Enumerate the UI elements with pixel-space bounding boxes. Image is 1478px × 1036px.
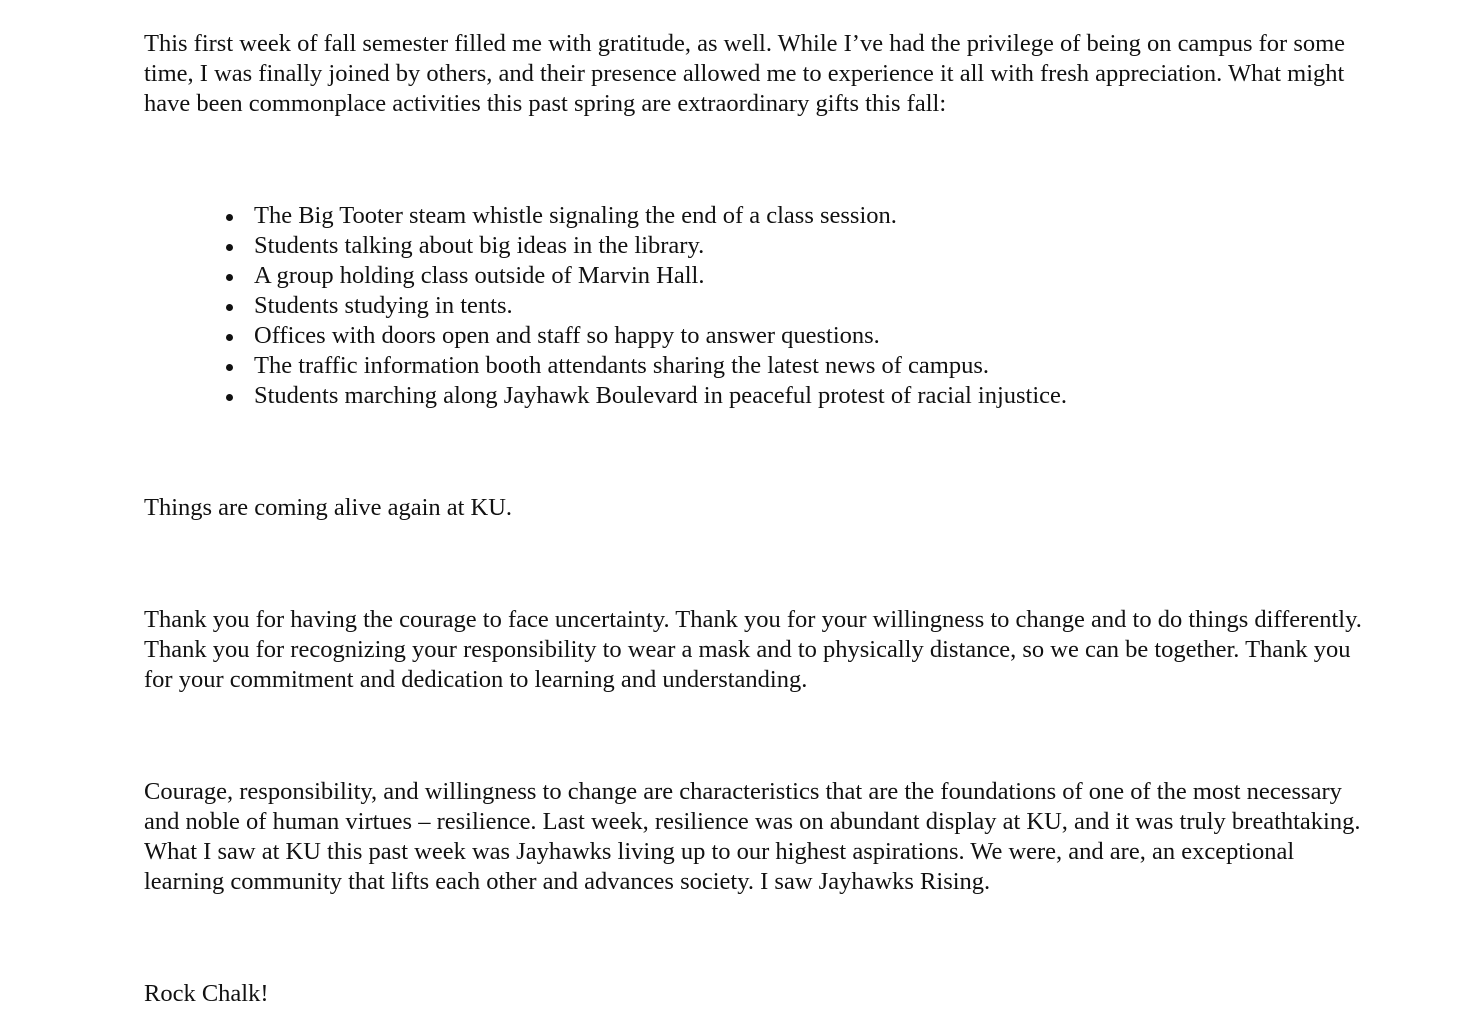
list-item: Students marching along Jayhawk Boulevard in peaceful protest of racial injustice. bbox=[254, 381, 1374, 411]
spacer bbox=[144, 119, 1374, 201]
list-item: Students talking about big ideas in the library. bbox=[254, 231, 1374, 261]
spacer bbox=[144, 897, 1374, 979]
thanks-paragraph: Thank you for having the courage to face uncertainty. Thank you for your willingness to change and to do things differently. Thank you for recognizing your responsibility to wear a mask and to physically distance, so we can be together. Thank you for your commitment and dedication to learning and understanding. bbox=[144, 606, 1362, 693]
closing-line: Rock Chalk! bbox=[144, 980, 269, 1007]
list-item: The Big Tooter steam whistle signaling the end of a class session. bbox=[254, 201, 1374, 231]
alive-paragraph: Things are coming alive again at KU. bbox=[144, 494, 513, 521]
intro-paragraph: This first week of fall semester filled me with gratitude, as well. While I’ve had the privilege of being on campus for some time, I was finally joined by others, and their presence allowed me to experience it all with fresh appreciation. What might have been commonplace activities this past spring are extraordinary gifts this fall: bbox=[144, 30, 1346, 117]
list-item: The traffic information booth attendants sharing the latest news of campus. bbox=[254, 351, 1374, 381]
list-item: Offices with doors open and staff so happy to answer questions. bbox=[254, 321, 1374, 351]
gratitude-list bbox=[144, 201, 1374, 411]
resilience-paragraph: Courage, responsibility, and willingness to change are characteristics that are the foundations of one of the most necessary and noble of human virtues – resilience. Last week, resilience was on abundant display at KU, and it was truly breathtaking. What I saw at KU this past week was Jayhawks living up to our highest aspirations. We were, and are, an exceptional learning community that lifts each other and advances society. I saw Jayhawks Rising. bbox=[144, 778, 1361, 895]
spacer bbox=[144, 411, 1374, 493]
spacer bbox=[144, 695, 1374, 777]
spacer bbox=[144, 523, 1374, 605]
list-item: A group holding class outside of Marvin Hall. bbox=[254, 261, 1374, 291]
list-item: Students studying in tents. bbox=[254, 291, 1374, 321]
document-body bbox=[144, 29, 1374, 1009]
